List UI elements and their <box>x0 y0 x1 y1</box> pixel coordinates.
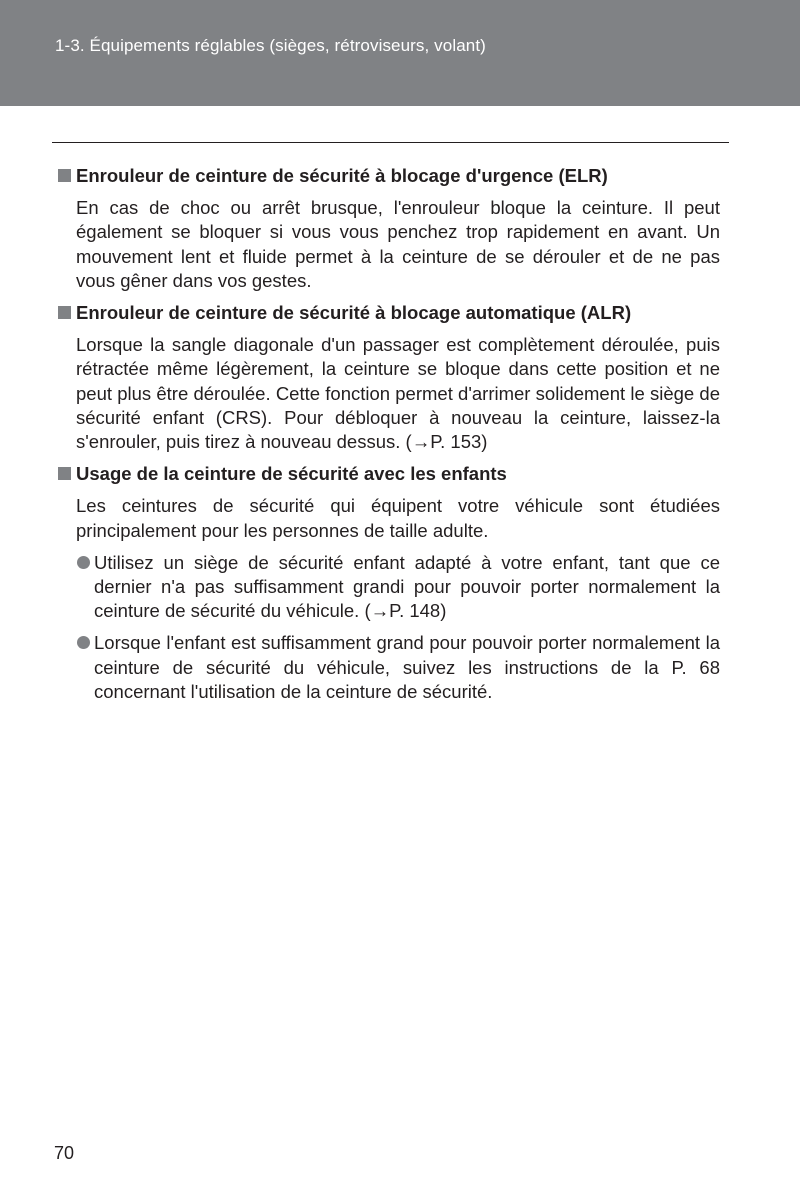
section-heading <box>57 164 720 188</box>
round-bullet-icon <box>77 556 90 569</box>
section-heading-text: Usage de la ceinture de sécurité avec les enfants <box>76 463 507 485</box>
header-bar <box>0 0 800 106</box>
square-bullet-icon <box>58 467 71 480</box>
section-heading-text: Enrouleur de ceinture de sécurité à blocage d'urgence (ELR) <box>76 165 608 186</box>
round-bullet-icon <box>77 636 90 649</box>
section-alr <box>57 301 720 454</box>
section-body: Lorsque la sangle diagonale d'un passager est complètement déroulée, puis rétractée même légèrement, la ceinture se bloque dans cette position et ne peut plus être déroulée. Cette fonction permet d'arrimer solidement le siège de sécurité enfant (CRS). Pour débloquer à nouveau la ceinture, laissez-la s'enrouler, puis tirez à nouveau dessus. (→P. 153) <box>76 334 720 453</box>
section-elr <box>57 164 720 293</box>
section-body: Les ceintures de sécurité qui équipent votre véhicule sont étudiées principalement pour les personnes de taille adulte. <box>76 495 720 541</box>
section-children <box>57 462 720 704</box>
list-item <box>57 631 720 704</box>
list-item-text: Utilisez un siège de sécurité enfant adapté à votre enfant, tant que ce dernier n'a pas suffisamment grandi pour pouvoir porter normalement la ceinture de sécurité du véhicule. (→P. 148) <box>94 551 720 622</box>
square-bullet-icon <box>58 169 71 182</box>
page-number: 70 <box>54 1143 75 1163</box>
header-rule <box>52 142 729 143</box>
section-heading-text: Enrouleur de ceinture de sécurité à blocage automatique (ALR) <box>76 302 632 324</box>
section-body: En cas de choc ou arrêt brusque, l'enrouleur bloque la ceinture. Il peut également se bloquer si vous vous penchez trop rapidement en avant. Un mouvement lent et fluide permet à la ceinture de se dérouler et de ne pas vous gêner dans vos gestes. <box>76 197 720 291</box>
list-item-text: Lorsque l'enfant est suffisamment grand pour pouvoir porter normalement la ceinture de sécurité du véhicule, suivez les instructions de la P. 68 concernant l'utilisation de la ceinture de sécurité. <box>94 632 720 702</box>
chapter-title: 1-3. Équipements réglables (sièges, rétroviseurs, volant) <box>55 36 486 55</box>
list-item <box>57 551 720 624</box>
square-bullet-icon <box>58 306 71 319</box>
section-heading <box>57 462 720 486</box>
section-heading <box>57 301 720 325</box>
page-content <box>57 164 720 712</box>
